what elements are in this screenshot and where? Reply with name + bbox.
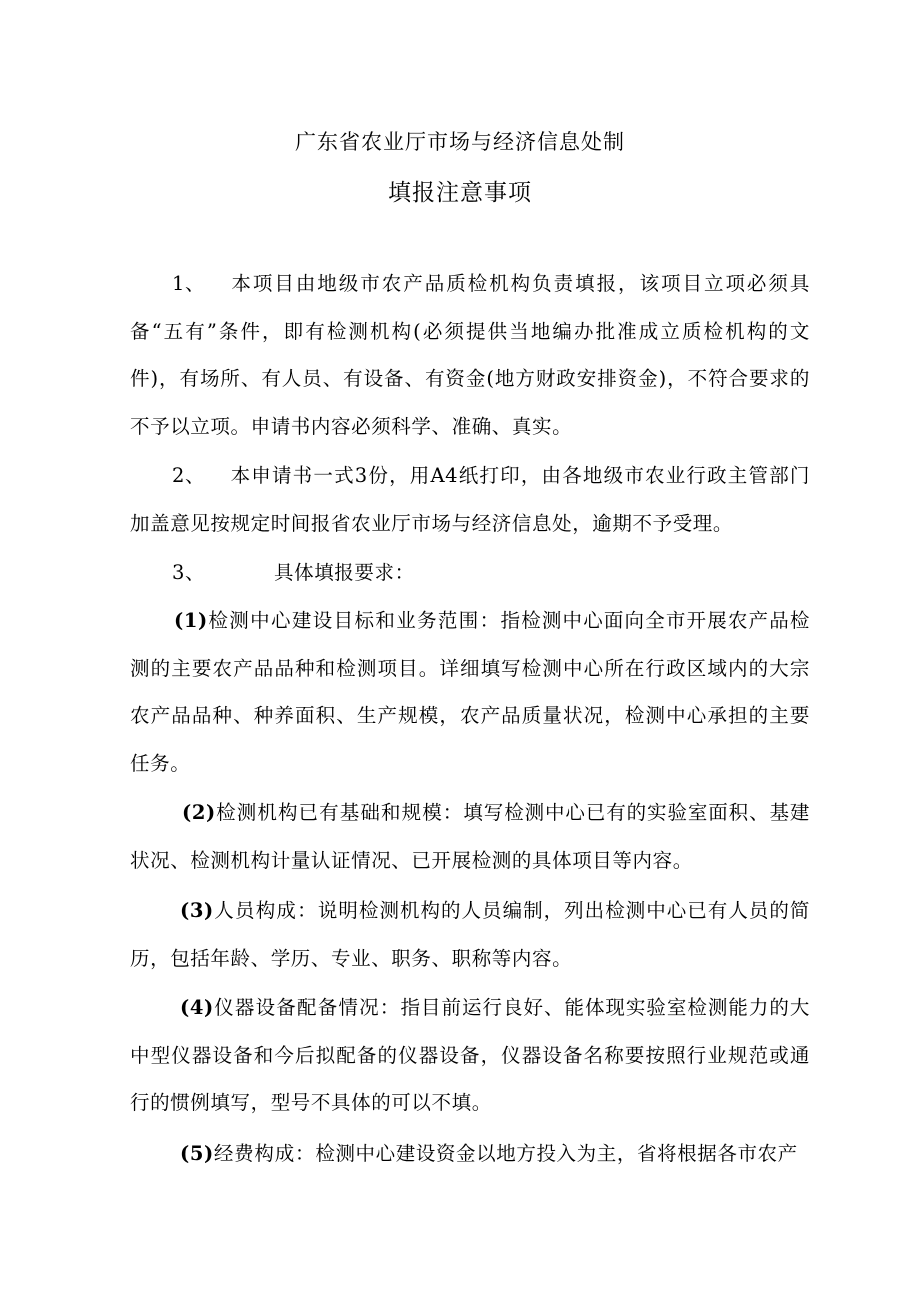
sub-item-5-heading: 经费构成： [213,1142,316,1165]
sub-item-1-heading: 检测中心建设目标和业务范围： [207,609,501,632]
sub-item-5-number: (5) [180,1142,214,1165]
item-2-number: 2、 [172,464,206,487]
item-3 [130,549,810,597]
sub-item-4 [130,984,810,1127]
item-3-text: 具体填报要求： [274,561,415,584]
sub-item-2-number: (2) [182,801,216,824]
sub-item-1 [130,597,810,787]
sub-item-5-text: 检测中心建设资金以地方投入为主，省将根据各市农产 [315,1142,798,1165]
sub-item-1-text: 指检测中心面向全市开展农产品检测的主要农产品品种和检测项目。详细填写检测中心所在行政区域内的大宗农产品品种、种养面积、生产规模，农产品质量状况，检测中心承担的主要任务。 [130,609,810,775]
item-1-number: 1、 [172,272,206,295]
document-subtitle: 填报注意事项 [388,180,532,206]
document-title: 广东省农业厅市场与经济信息处制 [295,130,625,154]
sub-item-1-number: (1) [174,609,208,632]
item-3-number: 3、 [172,561,206,584]
sub-item-2 [130,789,810,884]
sub-item-3-text: 说明检测机构的人员编制，列出检测中心已有人员的简历，包括年龄、学历、专业、职务、职称等内容。 [130,899,810,970]
sub-item-4-text: 指目前运行良好、能体现实验室检测能力的大中型仪器设备和今后拟配备的仪器设备，仪器设备名称要按照行业规范或通行的惯例填写，型号不具体的可以不填。 [130,996,810,1114]
item-2 [130,452,810,547]
sub-item-2-text: 填写检测中心已有的实验室面积、基建状况、检测机构计量认证情况、已开展检测的具体项目等内容。 [130,801,810,872]
item-2-text: 本申请书一式3份，用A4纸打印，由各地级市农业行政主管部门加盖意见按规定时间报省农业厅市场与经济信息处，逾期不予受理。 [130,464,810,535]
item-1-text: 本项目由地级市农产品质检机构负责填报，该项目立项必须具备“五有”条件，即有检测机构(必须提供当地编办批准成立质检机构的文件)，有场所、有人员、有设备、有资金(地方财政安排资金)，不符合要求的不予以立项。申请书内容必须科学、准确、真实。 [130,272,810,438]
sub-item-5 [130,1130,810,1178]
sub-item-4-number: (4) [180,996,214,1019]
sub-item-4-heading: 仪器设备配备情况： [213,996,401,1019]
sub-item-3-number: (3) [180,899,214,922]
item-1 [130,260,810,450]
sub-item-3 [130,887,810,982]
sub-item-2-heading: 检测机构已有基础和规模： [215,801,464,824]
sub-item-3-heading: 人员构成： [213,899,318,922]
